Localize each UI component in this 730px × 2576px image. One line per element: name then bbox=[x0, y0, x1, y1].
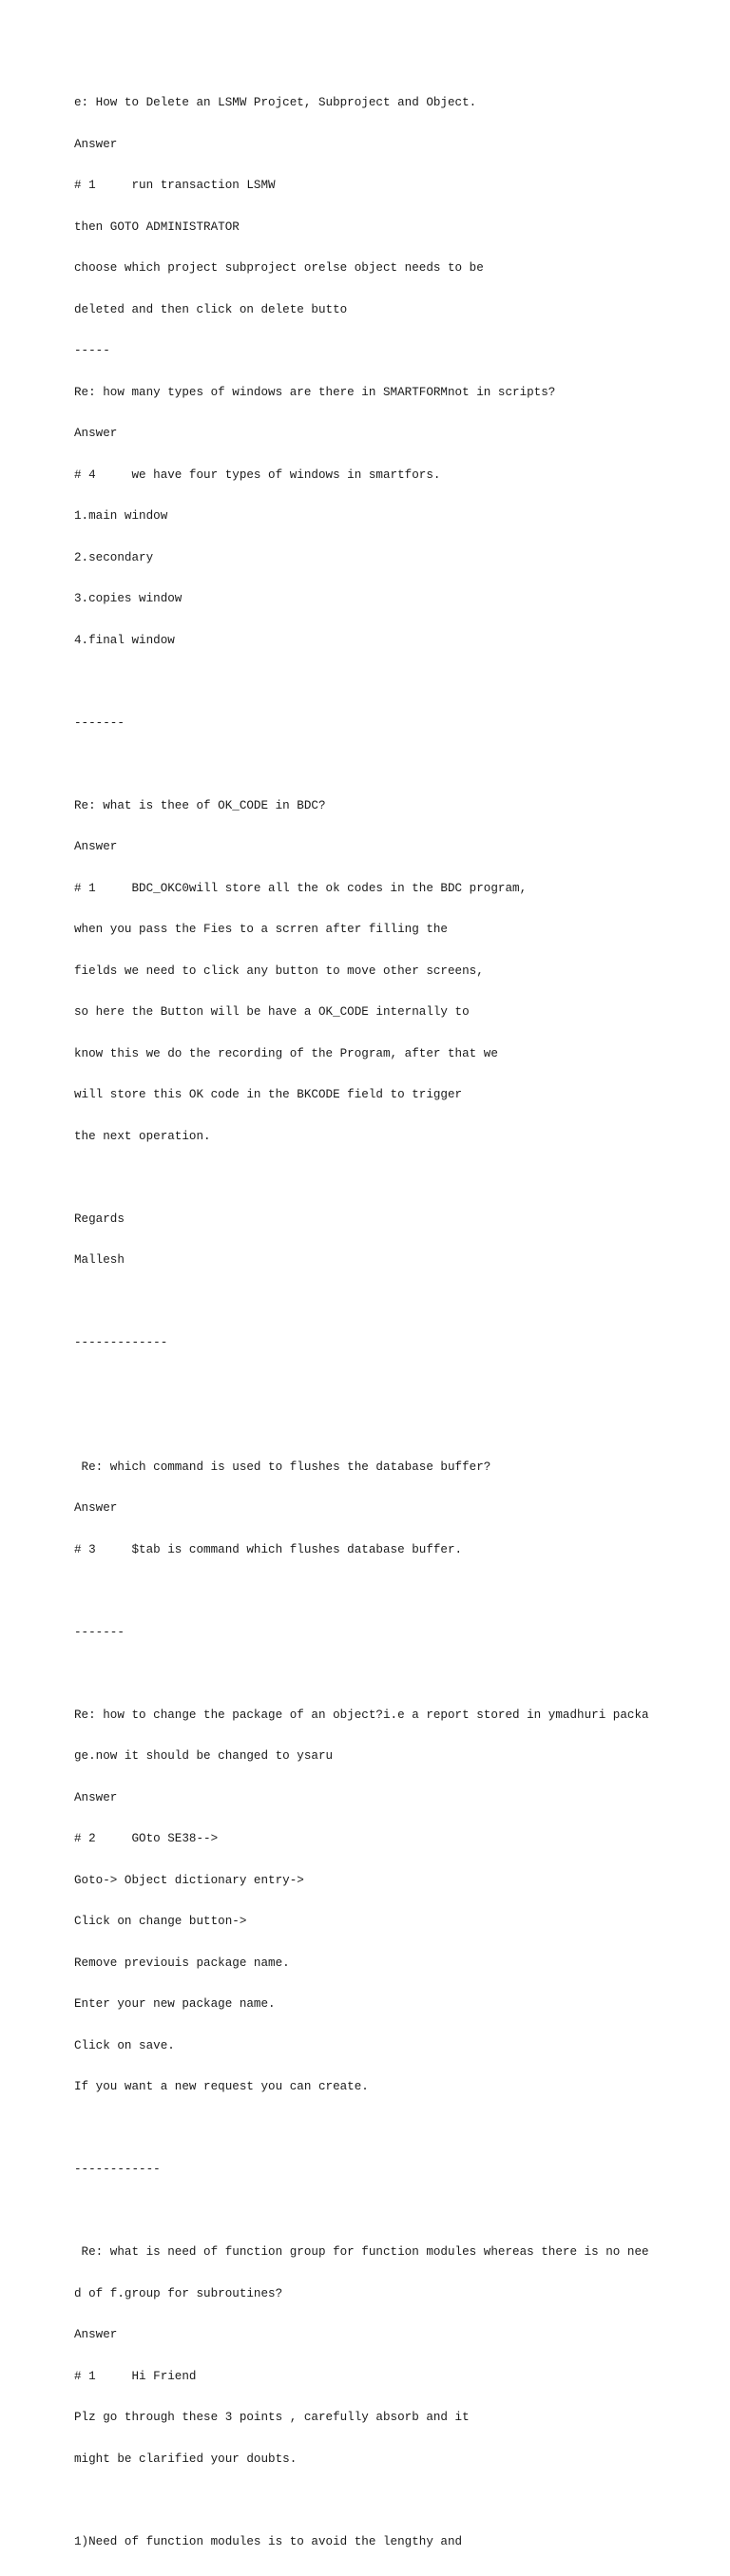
text-line: # 1 Hi Friend bbox=[74, 2369, 197, 2383]
text-line: ge.now it should be changed to ysaru bbox=[74, 1749, 334, 1763]
text-line: Re: how many types of windows are there in SMARTFORMnot in scripts? bbox=[74, 385, 556, 399]
blank-line bbox=[74, 1584, 649, 1598]
text-line: Answer bbox=[74, 2328, 118, 2341]
text-line: the next operation. bbox=[74, 1129, 211, 1143]
text-line: If you want a new request you can create. bbox=[74, 2080, 369, 2093]
text-line: e: How to Delete an LSMW Projcet, Subproject and Object. bbox=[74, 96, 477, 109]
text-line: Re: what is need of function group for function modules whereas there is no nee bbox=[74, 2245, 649, 2259]
text-line: will store this OK code in the BKCODE field to trigger bbox=[74, 1088, 463, 1101]
separator-line: ----- bbox=[74, 344, 110, 357]
text-line: Answer bbox=[74, 1790, 118, 1804]
separator-line: ------- bbox=[74, 716, 125, 730]
separator-line: ------------- bbox=[74, 1336, 168, 1349]
text-line: 4.final window bbox=[74, 633, 175, 647]
text-line: 1)Need of function modules is to avoid the lengthy and bbox=[74, 2534, 463, 2548]
text-line: Remove previouis package name. bbox=[74, 1956, 290, 1970]
text-line: know this we do the recording of the Program, after that we bbox=[74, 1046, 498, 1060]
blank-line bbox=[74, 2122, 649, 2136]
blank-line bbox=[74, 675, 649, 689]
text-line: Click on save. bbox=[74, 2038, 175, 2052]
text-line: # 3 $tab is command which flushes database buffer. bbox=[74, 1542, 463, 1556]
text-line: # 4 we have four types of windows in smartfors. bbox=[74, 467, 441, 482]
text-line: Answer bbox=[74, 1501, 118, 1515]
text-line: Enter your new package name. bbox=[74, 1997, 276, 2011]
text-line: 2.secondary bbox=[74, 550, 154, 564]
blank-line bbox=[74, 1378, 649, 1392]
text-line: then GOTO ADMINISTRATOR bbox=[74, 219, 240, 234]
text-line: Answer bbox=[74, 137, 118, 151]
text-line: Answer bbox=[74, 840, 118, 853]
text-line: so here the Button will be have a OK_CODE internally to bbox=[74, 1005, 470, 1019]
text-line: Click on change button-> bbox=[74, 1915, 247, 1928]
text-line: might be clarified your doubts. bbox=[74, 2452, 298, 2466]
text-line: 3.copies window bbox=[74, 592, 182, 605]
text-line: Plz go through these 3 points , carefully absorb and it bbox=[74, 2411, 470, 2424]
blank-line bbox=[74, 1171, 649, 1185]
document-text bbox=[74, 68, 649, 2576]
text-line: # 2 GOto SE38--> bbox=[74, 1832, 219, 1845]
text-line: deleted and then click on delete butto bbox=[74, 302, 348, 316]
text-line: fields we need to click any button to move other screens, bbox=[74, 964, 484, 978]
blank-line bbox=[74, 1419, 649, 1433]
blank-line bbox=[74, 2204, 649, 2219]
text-line: Re: what is thee of OK_CODE in BDC? bbox=[74, 798, 326, 812]
blank-line bbox=[74, 1295, 649, 1309]
text-line: Re: how to change the package of an object?i.e a report stored in ymadhuri packa bbox=[74, 1708, 649, 1722]
text-line: Answer bbox=[74, 427, 118, 440]
separator-line: ------------ bbox=[74, 2163, 161, 2176]
text-line: d of f.group for subroutines? bbox=[74, 2286, 283, 2300]
separator-line: ------- bbox=[74, 1625, 125, 1639]
blank-line bbox=[74, 757, 649, 772]
text-line: # 1 run transaction LSMW bbox=[74, 179, 276, 192]
blank-line bbox=[74, 2493, 649, 2508]
blank-line bbox=[74, 1667, 649, 1681]
text-line: Regards bbox=[74, 1212, 125, 1226]
text-line: # 1 BDC_OKC0will store all the ok codes in the BDC program, bbox=[74, 881, 528, 895]
text-line: choose which project subproject orelse object needs to be bbox=[74, 261, 484, 275]
text-line: when you pass the Fies to a scrren after filling the bbox=[74, 923, 448, 936]
text-line: Mallesh bbox=[74, 1253, 125, 1267]
text-line: Goto-> Object dictionary entry-> bbox=[74, 1873, 304, 1887]
text-line: Re: which command is used to flushes the database buffer? bbox=[74, 1460, 491, 1474]
text-line: 1.main window bbox=[74, 509, 168, 523]
